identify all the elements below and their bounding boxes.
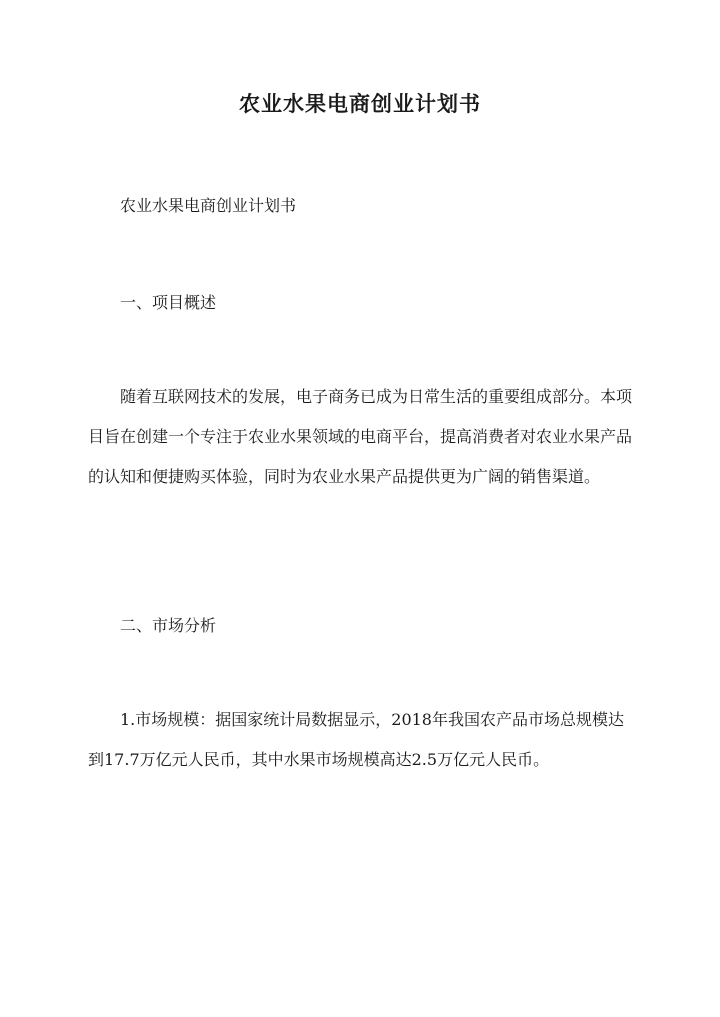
document-subtitle: 农业水果电商创业计划书: [120, 196, 297, 215]
market-size-paragraph: 1.市场规模：据国家统计局数据显示，2018年我国农产品市场总规模达到17.7万亿元人民币，其中水果市场规模高达2.5万亿元人民币。: [88, 710, 624, 769]
document-title: 农业水果电商创业计划书: [239, 91, 481, 116]
section-heading-market-analysis: 二、市场分析: [120, 616, 217, 635]
overview-paragraph: 随着互联网技术的发展，电子商务已成为日常生活的重要组成部分。本项目旨在创建一个专注于农业水果领域的电商平台，提高消费者对农业水果产品的认知和便捷购买体验，同时为农业水果产品提供更为广阔的销售渠道。: [88, 387, 633, 486]
section-heading-overview: 一、项目概述: [120, 293, 217, 312]
